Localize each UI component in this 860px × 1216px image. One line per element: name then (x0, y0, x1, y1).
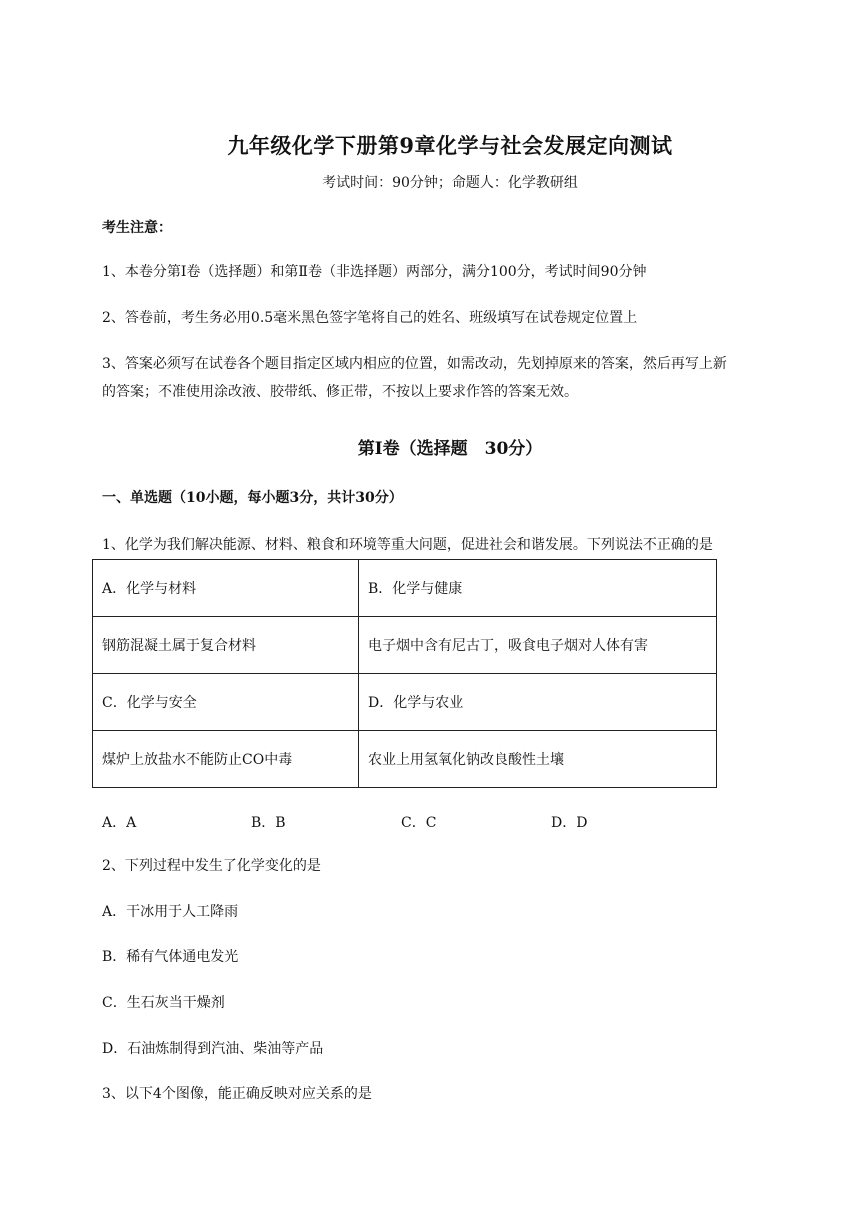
question-1-option-c: C．C (401, 815, 437, 831)
question-1-option-a: A．A (102, 815, 137, 831)
table-row (93, 617, 717, 674)
table-cell: 煤炉上放盐水不能防止CO中毒 (93, 731, 359, 788)
question-1-table (92, 559, 717, 788)
part-heading: 一、单选题（10小题，每小题3分，共计30分） (102, 490, 403, 506)
notice-item-1: 1、本卷分第I卷（选择题）和第Ⅱ卷（非选择题）两部分，满分100分，考试时间90分钟 (102, 264, 647, 280)
table-cell: 农业上用氢氧化钠改良酸性土壤 (359, 731, 717, 788)
table-cell: D．化学与农业 (359, 674, 717, 731)
question-1-stem: 1、化学为我们解决能源、材料、粮食和环境等重大问题，促进社会和谐发展。下列说法不正确的是 (102, 537, 713, 553)
table-cell: A．化学与材料 (93, 560, 359, 617)
notice-item-2: 2、答卷前，考生务必用0.5毫米黑色签字笔将自己的姓名、班级填写在试卷规定位置上 (102, 310, 638, 326)
table-row (93, 560, 717, 617)
exam-info: 考试时间：90分钟；命题人：化学教研组 (322, 175, 578, 191)
notice-item-3-line-2: 的答案；不准使用涂改液、胶带纸、修正带，不按以上要求作答的答案无效。 (102, 384, 578, 400)
question-1-option-d: D．D (551, 815, 588, 831)
question-2-option-b: B．稀有气体通电发光 (102, 949, 239, 965)
table-cell: C．化学与安全 (93, 674, 359, 731)
question-3-stem: 3、以下4个图像，能正确反映对应关系的是 (102, 1086, 372, 1102)
question-1-option-b: B．B (251, 815, 286, 831)
question-2-option-a: A．干冰用于人工降雨 (102, 904, 239, 920)
question-2-option-c: C．生石灰当干燥剂 (102, 995, 225, 1011)
table-cell: 电子烟中含有尼古丁，吸食电子烟对人体有害 (359, 617, 717, 674)
table-cell: B．化学与健康 (359, 560, 717, 617)
question-2-option-d: D．石油炼制得到汽油、柴油等产品 (102, 1041, 324, 1057)
table-row (93, 731, 717, 788)
section-title: 第I卷（选择题 30分） (357, 439, 543, 459)
table-cell: 钢筋混凝土属于复合材料 (93, 617, 359, 674)
notice-heading: 考生注意： (102, 220, 172, 236)
table-row (93, 674, 717, 731)
page-title: 九年级化学下册第9章化学与社会发展定向测试 (227, 133, 673, 158)
question-2-stem: 2、下列过程中发生了化学变化的是 (102, 858, 321, 874)
notice-item-3-line-1: 3、答案必须写在试卷各个题目指定区域内相应的位置，如需改动，先划掉原来的答案，然后再写上新 (102, 356, 727, 372)
